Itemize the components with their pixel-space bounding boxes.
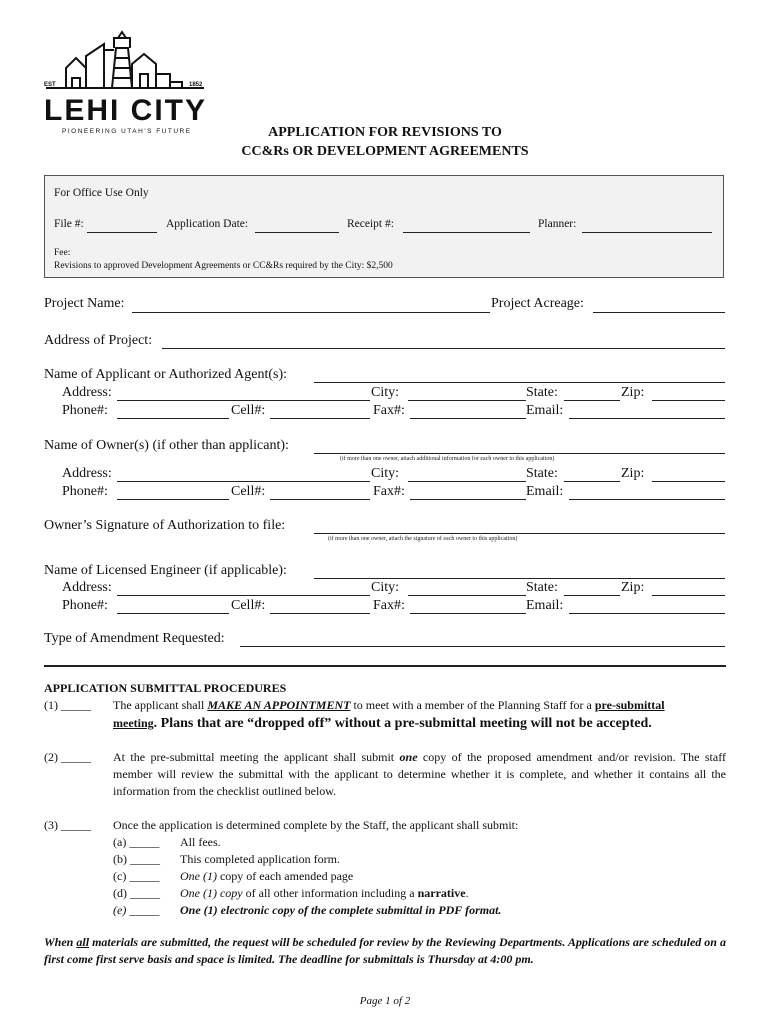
office-app-date-label: Application Date: [166, 218, 249, 230]
procedure-2-text [113, 749, 726, 800]
owner-signature-field[interactable] [314, 533, 725, 534]
item-c-label: (c) _____ [113, 869, 160, 883]
owner-city-field[interactable] [408, 481, 526, 482]
owner-fax-label: Fax#: [373, 484, 405, 499]
address-of-project-label: Address of Project: [44, 333, 153, 348]
item-d-rest: of all other information including a [242, 886, 418, 900]
engineer-cell-field[interactable] [270, 613, 370, 614]
engineer-state-label: State: [526, 580, 558, 595]
owner-note: (if more than one owner, attach additional information for each owner to this application) [340, 456, 555, 462]
item-c-text [180, 868, 353, 885]
p1-appointment: MAKE AN APPOINTMENT [207, 698, 351, 712]
owner-fax-field[interactable] [410, 499, 526, 500]
office-fee-text: Revisions to approved Development Agreements or CC&Rs required by the City: $2,500 [54, 261, 393, 271]
applicant-email-field[interactable] [569, 418, 725, 419]
item-b-text: This completed application form. [180, 852, 340, 866]
office-file-label: File #: [54, 218, 84, 230]
project-acreage-label: Project Acreage: [491, 296, 584, 311]
engineer-name-label: Name of Licensed Engineer (if applicable): [44, 563, 287, 578]
applicant-cell-label: Cell#: [231, 403, 266, 418]
owner-signature-label: Owner’s Signature of Authorization to file: [44, 518, 286, 533]
closing-all: all [76, 935, 90, 949]
applicant-zip-field[interactable] [652, 400, 725, 401]
applicant-name-label: Name of Applicant or Authorized Agent(s): [44, 367, 287, 382]
office-planner-label: Planner: [538, 218, 577, 230]
office-receipt-line [403, 232, 530, 233]
applicant-address-field[interactable] [117, 400, 370, 401]
item-b-label: (b) _____ [113, 852, 160, 866]
procedure-1-text [113, 697, 726, 732]
procedure-1-number: (1) _____ [44, 698, 91, 712]
engineer-city-label: City: [371, 580, 400, 595]
office-app-date-line [255, 232, 339, 233]
engineer-fax-field[interactable] [410, 613, 526, 614]
office-planner-line [582, 232, 712, 233]
p1-warning: . Plans that are “dropped off” without a pre-submittal meeting will not be accepted. [153, 716, 652, 731]
owner-phone-field[interactable] [117, 499, 229, 500]
owner-name-field[interactable] [314, 453, 725, 454]
procedure-3-text: Once the application is determined complete by the Staff, the applicant shall submit: [113, 818, 519, 832]
form-title-line1: APPLICATION FOR REVISIONS TO [268, 125, 502, 140]
applicant-state-field[interactable] [564, 400, 620, 401]
signature-note: (if more than one owner, attach the signature of each owner to this application) [328, 536, 518, 542]
owner-zip-field[interactable] [652, 481, 725, 482]
applicant-city-field[interactable] [408, 400, 526, 401]
amendment-type-label: Type of Amendment Requested: [44, 631, 225, 646]
engineer-state-field[interactable] [564, 595, 620, 596]
applicant-zip-label: Zip: [621, 385, 645, 400]
p1-text-c: to meet with a member of the Planning Staff for a [350, 698, 595, 712]
engineer-address-label: Address: [62, 580, 112, 595]
office-receipt-label: Receipt #: [347, 218, 394, 230]
owner-state-field[interactable] [564, 481, 620, 482]
logo-year: 1852 [189, 82, 203, 88]
p2-one: one [399, 750, 418, 764]
engineer-fax-label: Fax#: [373, 598, 405, 613]
applicant-phone-label: Phone#: [62, 403, 108, 418]
p2-text-c: copy of the proposed amendment and/or revision. The staff member will review the submittal with the applicant to determine whether it is complete, and whether it contains all the information from the checklist outlined below. [113, 750, 726, 798]
closing-note [44, 934, 726, 968]
engineer-zip-label: Zip: [621, 580, 645, 595]
owner-zip-label: Zip: [621, 466, 645, 481]
owner-cell-label: Cell#: [231, 484, 266, 499]
applicant-fax-field[interactable] [410, 418, 526, 419]
office-fee-label: Fee: [54, 248, 71, 258]
engineer-city-field[interactable] [408, 595, 526, 596]
office-file-line [87, 232, 157, 233]
item-d-text [180, 885, 469, 902]
p2-text-a: At the pre-submittal meeting the applicant shall submit [113, 750, 400, 764]
applicant-email-label: Email: [526, 403, 564, 418]
office-use-box [44, 175, 724, 278]
item-d-italic: One (1) copy [180, 886, 243, 900]
project-name-field[interactable] [132, 312, 490, 313]
amendment-type-field[interactable] [240, 646, 725, 647]
closing-c: materials are submitted, the request will be scheduled for review by the Reviewing Departments. Applications are scheduled on a first come first serve basis and space is limited. The deadline for submittals is Thursday at 4:00 pm. [44, 935, 727, 966]
project-acreage-field[interactable] [593, 312, 725, 313]
item-c-rest: copy of each amended page [216, 869, 354, 883]
item-a-text: All fees. [180, 835, 221, 849]
item-d-narrative: narrative [417, 886, 466, 900]
applicant-city-label: City: [371, 385, 400, 400]
p1-pre-submittal: pre-submittal [594, 698, 665, 712]
engineer-address-field[interactable] [117, 595, 370, 596]
engineer-phone-field[interactable] [117, 613, 229, 614]
applicant-name-field[interactable] [314, 382, 725, 383]
owner-address-label: Address: [62, 466, 112, 481]
engineer-zip-field[interactable] [652, 595, 725, 596]
owner-phone-label: Phone#: [62, 484, 108, 499]
engineer-cell-label: Cell#: [231, 598, 266, 613]
applicant-state-label: State: [526, 385, 558, 400]
engineer-email-label: Email: [526, 598, 564, 613]
item-a-label: (a) _____ [113, 835, 160, 849]
p1-text-a: The applicant shall [113, 698, 208, 712]
owner-email-label: Email: [526, 484, 564, 499]
logo-tagline: PIONEERING UTAH'S FUTURE [62, 128, 192, 135]
logo-name: LEHI CITY [44, 94, 208, 127]
applicant-phone-field[interactable] [117, 418, 229, 419]
p1-meeting: meeting [113, 716, 154, 730]
item-e-text: One (1) electronic copy of the complete submittal in PDF format. [180, 903, 502, 917]
owner-state-label: State: [526, 466, 558, 481]
applicant-cell-field[interactable] [270, 418, 370, 419]
logo-est: EST [44, 82, 56, 88]
engineer-name-field[interactable] [314, 578, 725, 579]
owner-address-field[interactable] [117, 481, 370, 482]
address-of-project-field[interactable] [162, 348, 725, 349]
item-d-label: (d) _____ [113, 886, 160, 900]
project-name-label: Project Name: [44, 296, 125, 311]
page-number: Page 1 of 2 [359, 995, 411, 1007]
procedure-3-number: (3) _____ [44, 818, 91, 832]
form-title-line2: CC&Rs OR DEVELOPMENT AGREEMENTS [241, 144, 529, 159]
item-d-end: . [465, 886, 469, 900]
owner-cell-field[interactable] [270, 499, 370, 500]
section-divider [44, 665, 726, 667]
closing-a: When [44, 935, 77, 949]
owner-name-label: Name of Owner(s) (if other than applicant): [44, 438, 289, 453]
item-e-label: (e) _____ [113, 903, 160, 917]
applicant-address-label: Address: [62, 385, 112, 400]
office-heading: For Office Use Only [54, 187, 149, 199]
applicant-fax-label: Fax#: [373, 403, 405, 418]
owner-email-field[interactable] [569, 499, 725, 500]
procedure-2-number: (2) _____ [44, 750, 91, 764]
owner-city-label: City: [371, 466, 400, 481]
engineer-phone-label: Phone#: [62, 598, 108, 613]
engineer-email-field[interactable] [569, 613, 725, 614]
item-c-italic: One (1) [180, 869, 217, 883]
procedures-heading: APPLICATION SUBMITTAL PROCEDURES [44, 681, 287, 695]
